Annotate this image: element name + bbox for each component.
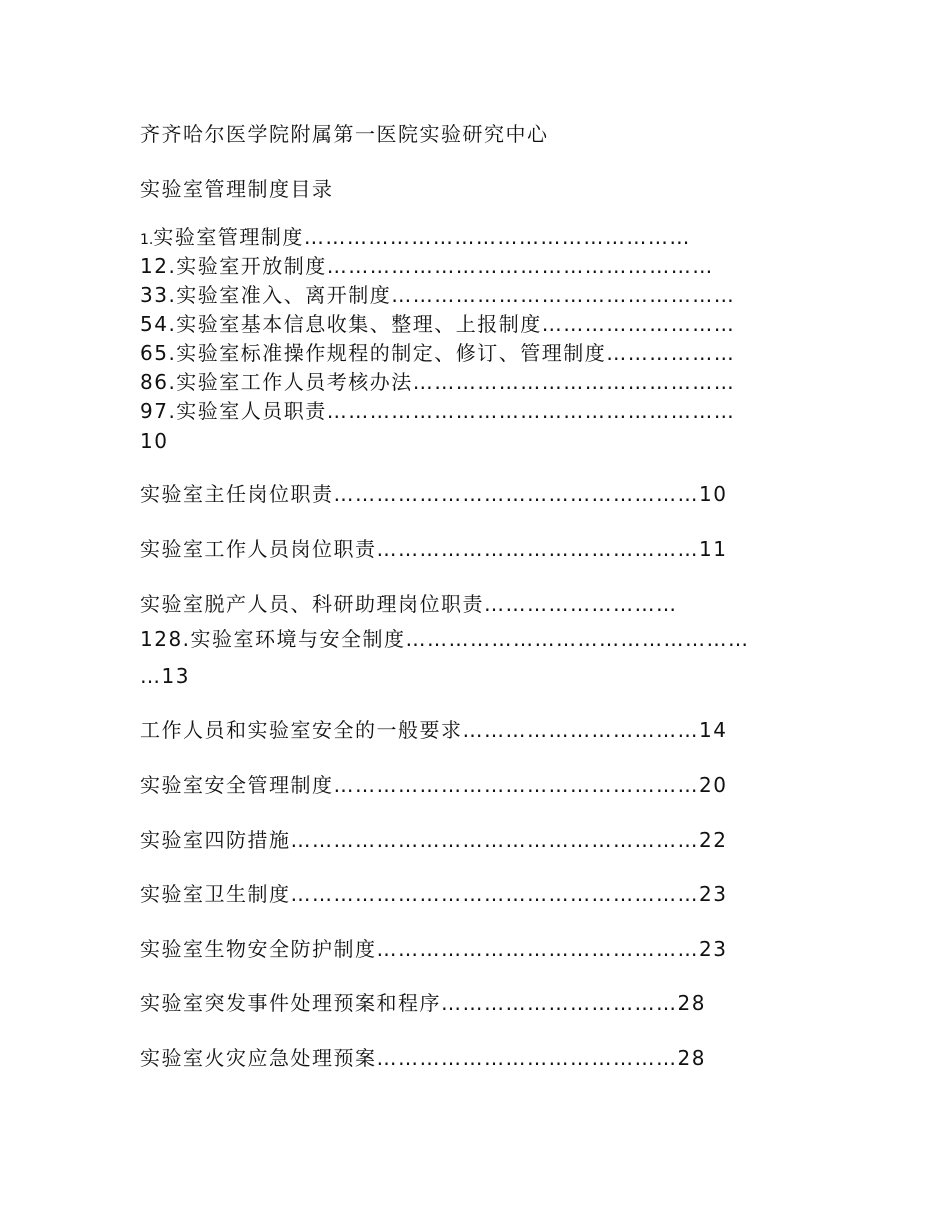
toc-line: 实验室四防措施…………………………………………………22	[140, 828, 728, 852]
toc-line: 54.实验室基本信息收集、整理、上报制度………………………	[140, 312, 736, 336]
toc-line: 86.实验室工作人员考核办法………………………………………	[140, 370, 736, 394]
toc-line-text: 实验室管理制度………………………………………………	[153, 225, 691, 249]
toc-line: 实验室安全管理制度……………………………………………20	[140, 773, 728, 797]
toc-line: 实验室工作人员岗位职责………………………………………11	[140, 537, 728, 561]
toc-line: 12.实验室开放制度………………………………………………	[140, 254, 714, 278]
toc-line: 实验室突发事件处理预案和程序……………………………28	[140, 991, 706, 1015]
toc-line: 实验室火灾应急处理预案……………………………………28	[140, 1046, 706, 1070]
toc-line: 33.实验室准入、离开制度…………………………………………	[140, 283, 736, 307]
toc-line: 65.实验室标准操作规程的制定、修订、管理制度………………	[140, 341, 736, 365]
toc-line: 工作人员和实验室安全的一般要求……………………………14	[140, 718, 728, 742]
toc-line: 97.实验室人员职责…………………………………………………	[140, 399, 736, 423]
toc-title: 实验室管理制度目录	[140, 177, 334, 201]
toc-line	[140, 225, 691, 252]
toc-line: 实验室主任岗位职责……………………………………………10	[140, 482, 728, 506]
toc-line: 128.实验室环境与安全制度…………………………………………	[140, 627, 750, 651]
toc-line: 实验室卫生制度…………………………………………………23	[140, 882, 728, 906]
toc-line: …13	[140, 664, 190, 688]
toc-line: 实验室生物安全防护制度………………………………………23	[140, 937, 728, 961]
toc-line: 实验室脱产人员、科研助理岗位职责………………………	[140, 592, 678, 616]
toc-line: 10	[140, 429, 169, 453]
toc-line-number: 1.	[140, 232, 154, 248]
organization-heading: 齐齐哈尔医学院附属第一医院实验研究中心	[140, 122, 549, 146]
